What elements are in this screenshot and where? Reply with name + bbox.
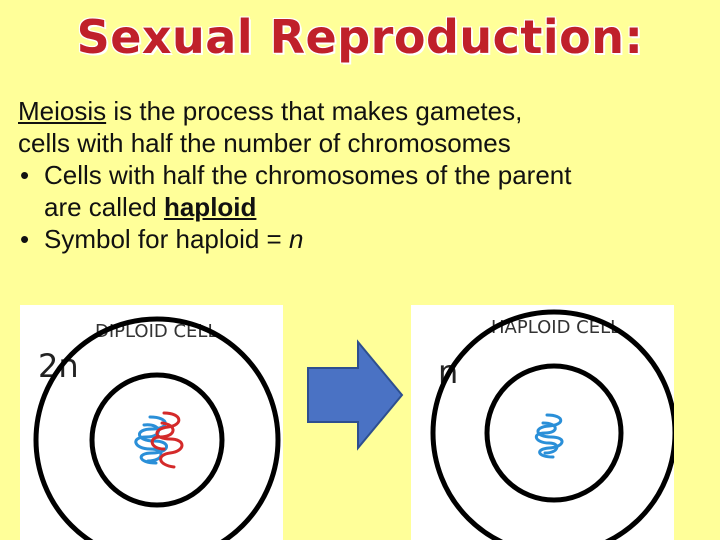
bullet-item-1 — [18, 159, 718, 223]
slide-body — [18, 95, 718, 255]
bullet-dot: • — [20, 160, 30, 190]
haploid-symbol: n — [288, 224, 304, 254]
haploid-chromosomes-icon — [536, 415, 562, 457]
diploid-chromosomes-icon — [136, 413, 182, 467]
haploid-cell-diagram — [411, 305, 674, 540]
bullet-1-line-2-prefix: are called — [44, 192, 164, 222]
haploid-ploidy-label: n — [438, 353, 459, 391]
diploid-cell-label: DIPLOID CELL — [95, 321, 218, 342]
bullet-item-2 — [18, 223, 718, 255]
diploid-ploidy-label: 2n — [38, 347, 79, 385]
bullet-dot: • — [20, 224, 30, 254]
body-line-1 — [18, 95, 718, 127]
body-line-1-rest: is the process that makes gametes, — [106, 96, 523, 126]
haploid-cell-panel — [411, 305, 674, 540]
slide-title: Sexual Reproduction: — [76, 10, 644, 64]
haploid-cell-label: HAPLOID CELL — [491, 317, 621, 338]
bullet-2-prefix: Symbol for haploid = — [44, 224, 289, 254]
right-arrow-icon — [308, 342, 402, 448]
haploid-cell-nucleus — [487, 366, 621, 500]
haploid-term: haploid — [163, 192, 257, 222]
body-line-2: cells with half the number of chromosomes — [18, 128, 511, 158]
diploid-cell-diagram — [20, 305, 283, 540]
bullet-1-line-1: Cells with half the chromosomes of the parent — [44, 160, 572, 190]
meiosis-term: Meiosis — [18, 96, 107, 126]
diploid-cell-panel — [20, 305, 283, 540]
